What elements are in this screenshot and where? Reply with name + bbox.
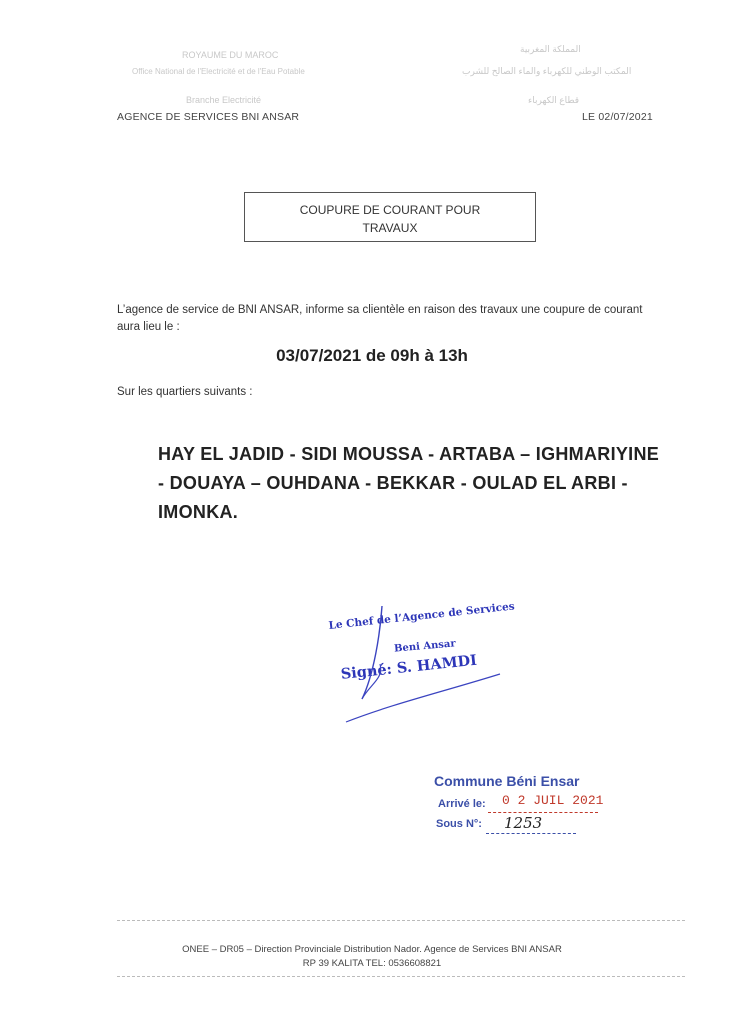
title-line-1: COUPURE DE COURANT POUR: [299, 203, 481, 217]
footer-rule-bottom: [117, 976, 685, 977]
stamp-commune: Commune Béni Ensar: [434, 773, 580, 789]
handwritten-signature-icon: [322, 604, 522, 734]
title-box: [244, 192, 536, 242]
agency-name: AGENCE DE SERVICES BNI ANSAR: [117, 111, 300, 123]
signature-block: [322, 600, 522, 734]
branch-fr: Branche Electricité: [186, 95, 262, 105]
stamp-sous-dotline: [486, 833, 576, 834]
stamp-arrive-dotline: [488, 812, 598, 813]
footer-rule-top: [117, 920, 685, 921]
intro-line-1: L’agence de service de BNI ANSAR, informe sa clientèle en raison des travaux une coupure de courant: [117, 304, 643, 316]
kingdom-ar: المملكة المغربية: [520, 44, 581, 54]
quarters-line-2: - DOUAYA – OUHDANA - BEKKAR - OULAD EL ARBI -: [158, 473, 628, 493]
stamp-arrive-date: 0 2 JUIL 2021: [502, 793, 604, 808]
stamp-arrive-label: Arrivé le:: [438, 798, 486, 810]
office-fr: Office National de l'Electricité et de l'Eau Potable: [132, 67, 305, 76]
footer-line-2: RP 39 KALITA TEL: 0536608821: [302, 958, 442, 969]
outage-date-time: 03/07/2021 de 09h à 13h: [276, 346, 468, 365]
branch-ar: قطاع الكهرباء: [528, 95, 580, 105]
document-date: LE 02/07/2021: [582, 111, 653, 123]
quarters-list: [158, 440, 678, 527]
signature-line-2: Beni Ansar: [393, 638, 457, 655]
signature-line-3: Signé: S. HAMDI: [340, 651, 478, 683]
quarters-label: Sur les quartiers suivants :: [117, 386, 253, 398]
quarters-line-1: HAY EL JADID - SIDI MOUSSA - ARTABA – IGHMARIYINE: [158, 444, 660, 464]
intro-line-2: aura lieu le :: [117, 321, 180, 333]
quarters-line-3: IMONKA.: [158, 502, 239, 522]
footer-line-1: ONEE – DR05 – Direction Provinciale Distribution Nador. Agence de Services BNI ANSAR: [182, 944, 562, 955]
office-ar: المكتب الوطني للكهرباء والماء الصالح للشرب: [462, 66, 632, 76]
kingdom-fr: ROYAUME DU MAROC: [182, 50, 279, 60]
stamp-sous-label: Sous N°:: [436, 818, 482, 830]
title-line-2: TRAVAUX: [362, 221, 418, 235]
reception-stamp: [432, 770, 622, 840]
stamp-sous-number: 1253: [504, 814, 543, 832]
signature-line-1: Le Chef de l’Agence de Services: [328, 600, 516, 632]
